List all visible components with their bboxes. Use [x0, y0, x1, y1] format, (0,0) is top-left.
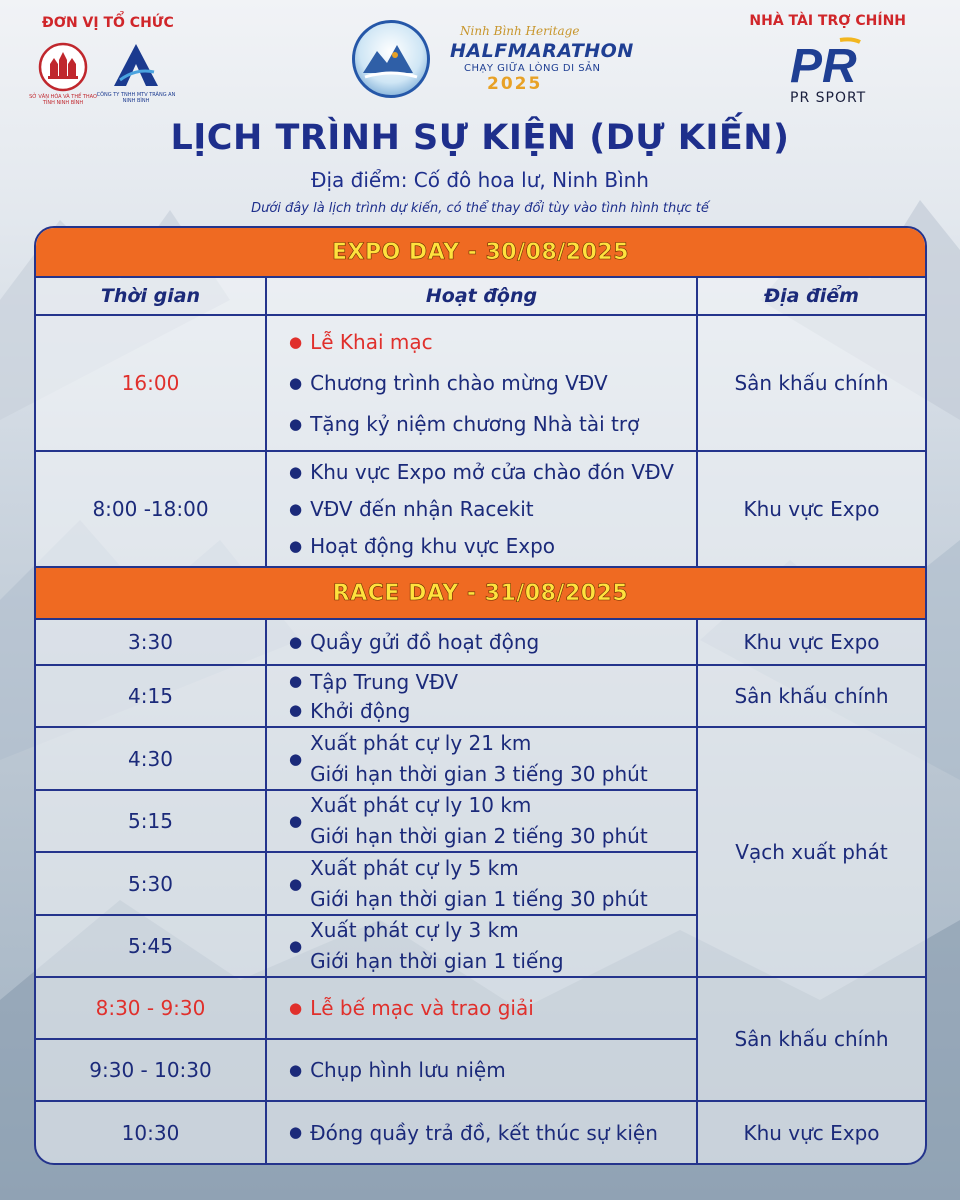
race-row-9-place: Khu vực Expo [743, 1120, 880, 1145]
header-activity: Hoạt động [267, 278, 698, 316]
trang-an-caption: CÔNG TY TNHH MTV TRÀNG AN NINH BÌNH [96, 92, 176, 104]
race-row-4-time: 5:15 [36, 791, 267, 853]
list-item: ● Khởi động [289, 698, 411, 723]
race-row-2-activities [267, 666, 698, 728]
event-slogan: CHẠY GIỮA LÒNG DI SẢN [464, 63, 601, 74]
list-item: ● Tặng kỷ niệm chương Nhà tài trợ [289, 412, 640, 436]
event-name-halfmarathon: HALFMARATHON [450, 40, 634, 62]
race-row-8-time: 9:30 - 10:30 [36, 1040, 267, 1102]
list-item: ● Đóng quầy trả đồ, kết thúc sự kiện [289, 1120, 658, 1145]
race-row-7-activities [267, 978, 698, 1040]
expo-row-1-place: Sân khấu chính [698, 316, 925, 452]
event-badge-logo [352, 20, 430, 98]
ceremony-place: Sân khấu chính [698, 978, 925, 1102]
race-row-6-time: 5:45 [36, 916, 267, 978]
trang-an-logo [112, 42, 160, 88]
race-row-1-time: 3:30 [36, 620, 267, 666]
race-row-8-activities [267, 1040, 698, 1102]
race-row-1-activities [267, 620, 698, 666]
expo-day-band [36, 228, 925, 278]
race-day-band [36, 568, 925, 620]
expo-row-2-activities [267, 452, 698, 568]
event-year: 2025 [487, 74, 543, 94]
race-day-title: RACE DAY - 31/08/2025 [332, 580, 629, 606]
expo-row-2-time: 8:00 -18:00 [36, 452, 267, 568]
race-row-9-activities [267, 1102, 698, 1163]
list-item: ● Tập Trung VĐV [289, 669, 459, 694]
header-place: Địa điểm [698, 278, 925, 316]
event-name-heritage: Ninh Bình Heritage [460, 24, 580, 38]
pr-logo-text: PR [790, 40, 857, 88]
race-row-5-activities [267, 853, 698, 916]
sponsor-label: NHÀ TÀI TRỢ CHÍNH [749, 13, 906, 29]
race-row-2-time: 4:15 [36, 666, 267, 728]
race-row-3-activities [267, 728, 698, 791]
organizer-label: ĐƠN VỊ TỔ CHỨC [42, 15, 174, 31]
race-row-1-place: Khu vực Expo [698, 620, 925, 666]
page-title: LỊCH TRÌNH SỰ KIỆN (DỰ KIẾN) [170, 118, 790, 158]
list-item: ● Xuất phát cự ly 10 km Giới hạn thời gian 2 tiếng 30 phút [289, 793, 648, 848]
race-row-3-time: 4:30 [36, 728, 267, 791]
schedule-table [34, 226, 927, 1165]
race-row-9-time: 10:30 [36, 1102, 267, 1163]
race-row-4-activities [267, 791, 698, 853]
list-item: ● Khu vực Expo mở cửa chào đón VĐV [289, 460, 674, 484]
expo-row-2-place: Khu vực Expo [698, 452, 925, 568]
start-line-place: Vạch xuất phát [698, 728, 925, 978]
sponsor-name: PR SPORT [790, 90, 867, 106]
list-item: ● Chương trình chào mừng VĐV [289, 371, 608, 395]
list-item: ● Xuất phát cự ly 5 km Giới hạn thời gian 1 tiếng 30 phút [289, 855, 648, 911]
expo-row-1-activities [267, 316, 698, 452]
list-item: ● VĐV đến nhận Racekit [289, 497, 534, 521]
list-item: ● Hoạt động khu vực Expo [289, 534, 556, 558]
list-item: ● Quầy gửi đồ hoạt động [289, 630, 540, 654]
pr-sport-logo [788, 36, 888, 88]
race-row-5-time: 5:30 [36, 853, 267, 916]
expo-day-title: EXPO DAY - 30/08/2025 [331, 239, 630, 265]
list-item: ● Xuất phát cự ly 21 km Giới hạn thời gian 3 tiếng 30 phút [289, 730, 648, 786]
list-item: ● Xuất phát cự ly 3 km Giới hạn thời gian 1 tiếng [289, 918, 564, 973]
list-item: ● Lễ Khai mạc [289, 330, 433, 354]
list-item: ● Chụp hình lưu niệm [289, 1058, 506, 1082]
event-location: Địa điểm: Cố đô hoa lư, Ninh Bình [311, 168, 649, 192]
race-row-6-activities [267, 916, 698, 978]
header-time: Thời gian [36, 278, 267, 316]
schedule-note: Dưới đây là lịch trình dự kiến, có thể thay đổi tùy vào tình hình thực tế [251, 201, 709, 216]
culture-department-logo [38, 42, 88, 92]
race-row-2-place: Sân khấu chính [698, 666, 925, 728]
list-item: ● Lễ bế mạc và trao giải [289, 996, 534, 1020]
race-row-7-time: 8:30 - 9:30 [36, 978, 267, 1040]
expo-row-1-time: 16:00 [36, 316, 267, 452]
culture-department-caption: SỞ VĂN HÓA VÀ THỂ THAO TỈNH NINH BÌNH [29, 94, 97, 106]
